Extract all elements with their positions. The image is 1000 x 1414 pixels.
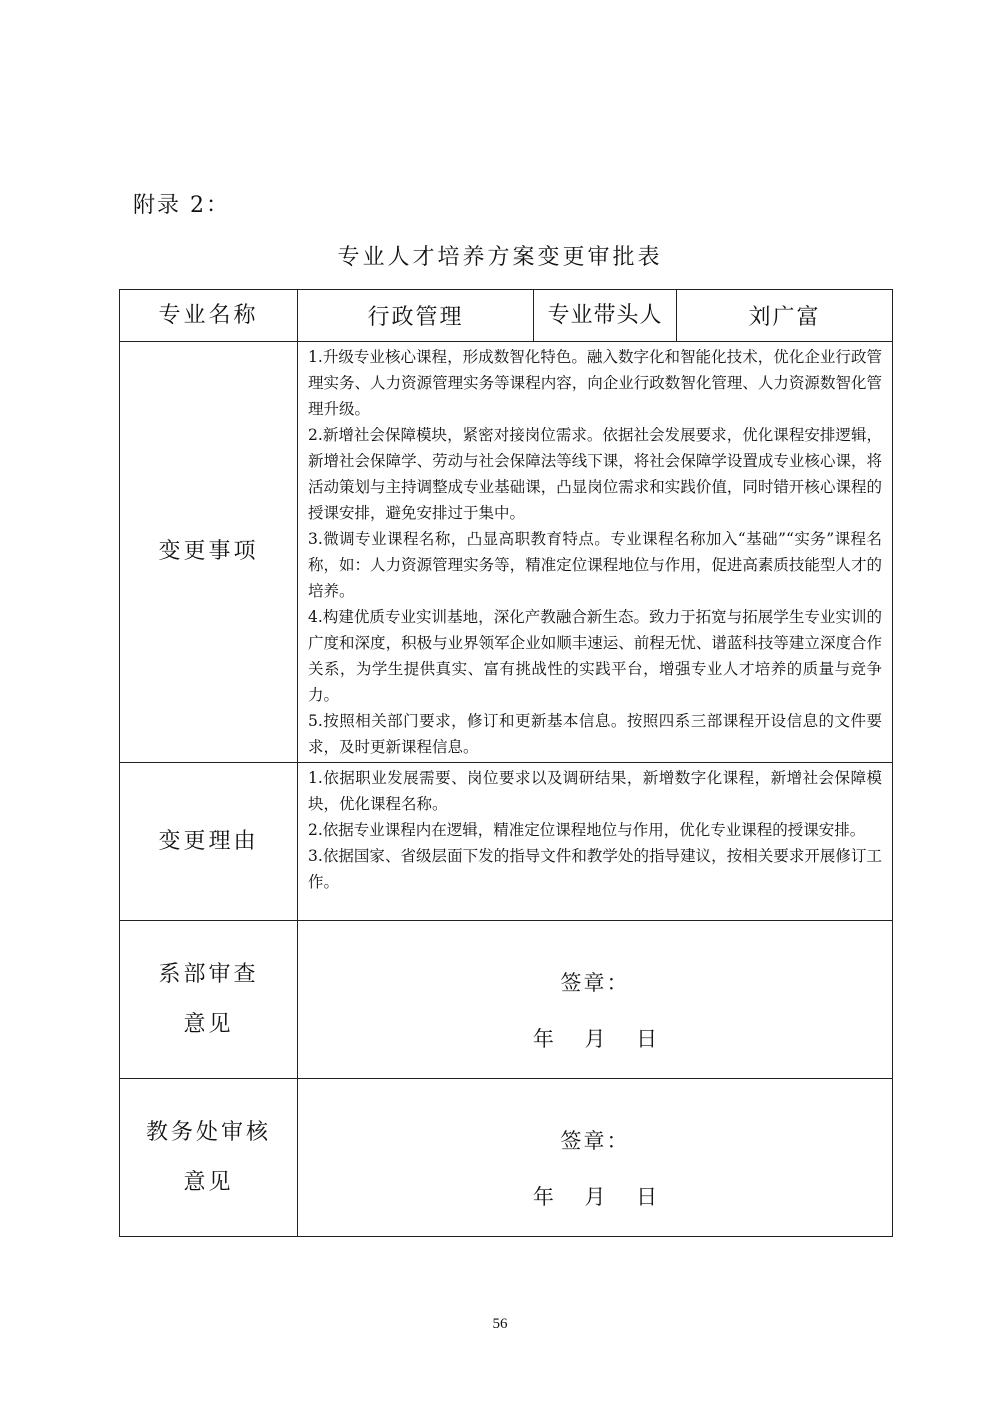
change-reasons-row bbox=[120, 763, 893, 921]
academic-review-date: 年 月 日 bbox=[532, 1184, 658, 1209]
change-item-paragraph: 2.新增社会保障模块，紧密对接岗位需求。依据社会发展要求，优化课程安排逻辑，新增社会保障学、劳动与社会保障法等线下课，将社会保障学设置成专业核心课，将活动策划与主持调整成专业基础课，凸显岗位需求和实践价值，同时错开核心课程的授课安排，避免安排过于集中。 bbox=[308, 426, 882, 522]
major-name-value: 行政管理 bbox=[298, 290, 534, 342]
academic-review-signature-label: 签章： bbox=[560, 1128, 630, 1153]
change-reason-paragraph: 3.依据国家、省级层面下发的指导文件和教学处的指导建议，按相关要求开展修订工作。 bbox=[308, 847, 882, 891]
dept-review-row bbox=[120, 921, 893, 1079]
change-item-paragraph: 3.微调专业课程名称，凸显高职教育特点。专业课程名称加入“基础”“实务”课程名称，如：人力资源管理实务等，精准定位课程地位与作用，促进高素质技能型人才的培养。 bbox=[308, 530, 882, 600]
change-items-content bbox=[298, 342, 893, 763]
header-row bbox=[120, 290, 893, 342]
change-item-paragraph: 5.按照相关部门要求，修订和更新基本信息。按照四系三部课程开设信息的文件要求，及时更新课程信息。 bbox=[308, 712, 882, 756]
academic-review-row bbox=[120, 1079, 893, 1237]
academic-review-signature-area[interactable] bbox=[298, 1079, 893, 1237]
dept-review-date: 年 月 日 bbox=[532, 1026, 658, 1051]
change-reason-paragraph: 1.依据职业发展需要、岗位要求以及调研结果，新增数字化课程，新增社会保障模块，优化课程名称。 bbox=[308, 769, 882, 813]
change-item-paragraph: 1.升级专业核心课程，形成数智化特色。融入数字化和智能化技术，优化企业行政管理实务、人力资源管理实务等课程内容，向企业行政数智化管理、人力资源数智化管理升级。 bbox=[308, 348, 882, 418]
academic-review-label-line2: 意见 bbox=[183, 1169, 234, 1195]
change-reasons-content bbox=[298, 763, 893, 921]
major-leader-label: 专业带头人 bbox=[534, 290, 677, 342]
change-reason-paragraph: 2.依据专业课程内在逻辑，精准定位课程地位与作用，优化专业课程的授课安排。 bbox=[308, 821, 866, 839]
academic-review-label-line1: 教务处审核 bbox=[145, 1119, 271, 1145]
major-name-label: 专业名称 bbox=[120, 290, 298, 342]
change-items-label: 变更事项 bbox=[120, 342, 298, 763]
dept-review-label-line1: 系部审查 bbox=[158, 961, 259, 987]
major-leader-value: 刘广富 bbox=[677, 290, 893, 342]
page-number: 56 bbox=[492, 1316, 508, 1332]
change-reasons-label: 变更理由 bbox=[120, 763, 298, 921]
dept-review-signature-area[interactable] bbox=[298, 921, 893, 1079]
academic-review-label bbox=[120, 1079, 298, 1237]
approval-form-table bbox=[119, 289, 893, 1237]
change-item-paragraph: 4.构建优质专业实训基地，深化产教融合新生态。致力于拓宽与拓展学生专业实训的广度和深度，积极与业界领军企业如顺丰速运、前程无忧、谱蓝科技等建立深度合作关系，为学生提供真实、富有挑战性的实践平台，增强专业人才培养的质量与竞争力。 bbox=[308, 608, 882, 704]
appendix-label: 附录 2： bbox=[133, 193, 230, 218]
document-title: 专业人才培养方案变更审批表 bbox=[337, 245, 663, 270]
dept-review-label-line2: 意见 bbox=[183, 1011, 234, 1037]
dept-review-signature-label: 签章： bbox=[560, 970, 630, 995]
dept-review-label bbox=[120, 921, 298, 1079]
change-items-row bbox=[120, 342, 893, 763]
